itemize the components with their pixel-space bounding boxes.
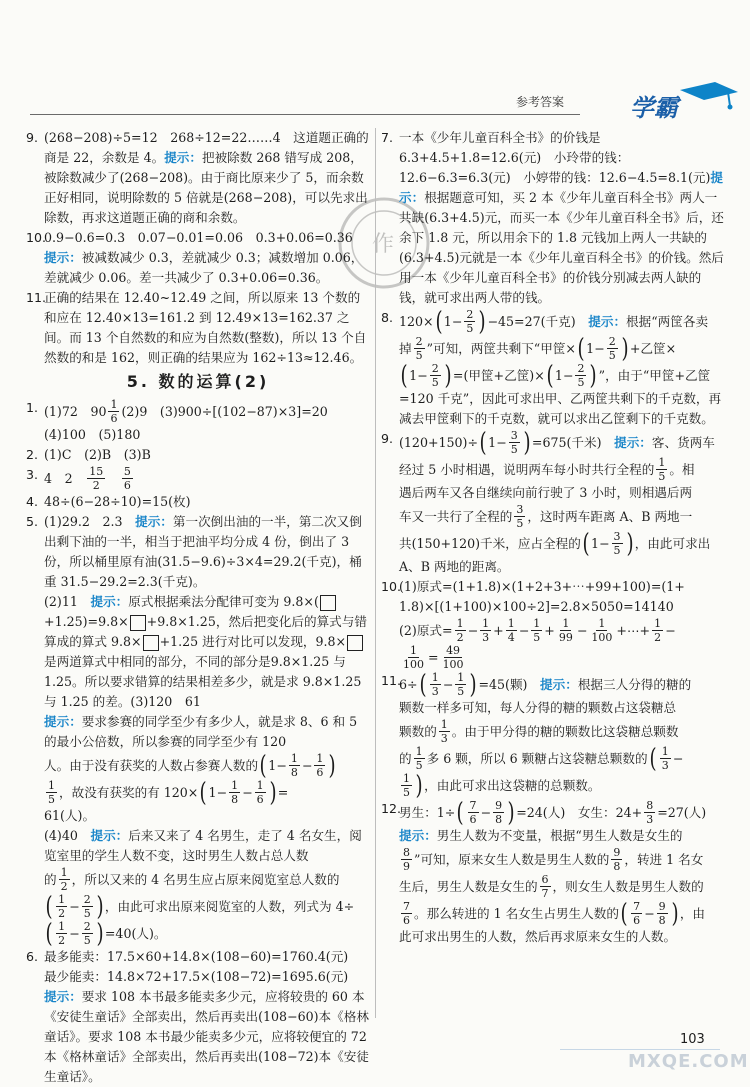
section-title: 5. 数的运算(2): [126, 372, 270, 391]
series-fraction: $\frac{1}{2}$: [654, 617, 662, 644]
answer-item-s4: 4. 48÷(6−28÷10)=15(枚): [26, 494, 191, 509]
blank-box: [347, 635, 363, 651]
series-fraction: $\frac{1}{4}$: [507, 617, 515, 644]
hint-label: 提示：: [44, 250, 82, 265]
series-fraction: $\frac{1}{5}$: [533, 617, 541, 644]
answer-item-r9: 9. (120+150)÷ ( 1− $\frac{3}{5}$ ) =675(千米) 提示： 客、货两车 经过 5 小时相遇，说明两车每小时共行全程的 $\frac{1}{5}$ 。相 遇后两车又各自继续向前行驶了 3 小时，则相遇后两 车又一共行了全程的 $\frac{3}{5}$ ，这时两车距离 A、B 两地一 共(150+120)千米，应占全程的 ( 1− $\frac{3}{5}$ ) ，由此可求出 A、B 两地的距离。: [381, 427, 715, 574]
answer-item-9: 9. (268−208)÷5=12 268÷12=22……4 这道题正确的商是 22，余数是 4。提示：把被除数 268 错写成 208，被除数减少了(268−208)。由于商比原来少了 5，而余数正好相同，说明除数的 5 倍就是(268−208)，可以先求出除数，再求这道题正确的商和余数。: [26, 130, 369, 225]
blank-box: [130, 615, 146, 631]
series-fraction: $\frac{1}{2}$: [456, 617, 464, 644]
answer-item-r12: 12. 男生：1÷ ( $\frac{7}{6}$ − $\frac{9}{8}$ ) =24(人) 女生：24+ $\frac{8}{3}$ =27(人) 提示： 男生人数为不变量，根据“男生人数是女生的 $\frac{8}{9}$ ”可知，原来女生人数是男生人数的 $\frac{9}{8}$ ，转进 1 名女 生后，男生人数是女生的 $\frac{6}{7}$ ，则女生人数是男生人数的 $\frac{7}{6}$ 。那么转进的 1 名女生占男生人数的 ( $\frac{7}{6}$ − $\frac{9}{8}$ ) ，由 此可求出男生的人数，然后再求原来女生的人数。: [381, 797, 707, 944]
header-label: 参考答案: [515, 95, 564, 109]
page-number: 103: [680, 1032, 705, 1047]
right-column: [381, 128, 726, 947]
answer-item-r8: 8. 120× ( 1− $\frac{2}{5}$ ) −45=27(千克) 提示： 根据“两筐各卖 掉 $\frac{2}{5}$ ”可知，两筐共剩下“甲筐× ( 1− $\frac{2}{5}$ ) +乙筐× ( 1− $\frac{2}{5}$ ) =(甲筐+乙筐)× ( 1− $\frac{2}{5}$ ) ”，由于“甲筐+乙筐 =120 千克”，因此可求出甲、乙两筐共剩下的千克数，再减去甲筐剩下的千克数，就可以求出乙筐剩下的千克数。: [381, 306, 722, 426]
answer-item-s1: 1. (1)72 90 $\frac{1}{6}$ (2)9 (3)900÷[(102−87)×3]=20 (4)100 (5)180: [26, 398, 328, 442]
site-watermark: MXQE.COM: [628, 1051, 749, 1072]
brand-logo: [620, 80, 740, 122]
left-column: [26, 128, 370, 1087]
answer-item-11: 11. 正确的结果在 12.40~12.49 之间，所以原来 13 个数的和应在 12.40×13=161.2 到 12.49×13=162.37 之间。而 13 个自然数的和应为自然数(整数)，所以 13 个自然数的和是 162，则正确的结果应为 162÷13≈12.46。: [26, 290, 367, 365]
column-divider: [375, 128, 376, 1018]
answer-item-s6: 6. 最多能卖：17.5×60+14.8×(108−60)=1760.4(元) 最少能卖：14.8×72+17.5×(108−72)=1695.6(元) 提示：要求 108 本书最多能卖多少元，应将较贵的 60 本《安徒生童话》全部卖出，然后再卖出(108−60)本《格林童话》。要求 108 本书最少能卖多少元，应将较便宜的 72 本《格林童话》全部卖出，然后再卖出(108−72)本《安徒生童话》。: [26, 949, 369, 1084]
series-fraction: $\frac{1}{99}$: [558, 617, 573, 644]
header-rule: [30, 114, 580, 115]
answer-item-s2: 2. (1)C (2)B (3)B: [26, 447, 151, 462]
svg-text:作: 作: [372, 232, 395, 257]
answer-item-s5: 5. (1)29.2 2.3 提示：第一次倒出油的一半，第二次又倒出剩下油的一半，相当于把油平均分成 4 份，倒出了 3 份，所以桶里原有油(31.5−9.6)÷3×4=29.2(千克)，桶重 31.5−29.2=2.3(千克)。 (2)11 提示：原式根据乘法分配律可变为 9.8×(+1.25)=9.8× +9.8×1.25，然后把变化后的算式与错算成的算式 9.8× +1.25 进行对比可以发现，9.8×是两道算式中相同的部分，不同的部分是9.8×1.25 与 1.25。所以要求错算的结果相差多少，就是求 9.8×1.25 与 1.25 的差。(3)120 61 提示：要求参赛的同学至少有多少人，就是求 8、6 和 5 的最小公倍数，所以参赛的同学至少有 120 人。由于没有获奖的人数占参赛人数的 ( 1− $\frac{1}{8}$ − $\frac{1}{6}$ ) $\frac{1}{5}$ ，故没有获奖的有 120× ( 1− $\frac{1}{8}$ − $\frac{1}{6}$ ) = 61(人)。 (4)40 提示：后来又来了 4 名男生，走了 4 名女生，阅览室里的学生人数不变，这时男生人数占总人数 的 $\frac{1}{2}$ ，所以又来的 4 名男生应占原来阅览室总人数的 ( $\frac{1}{2}$ − $\frac{2}{5}$ ) ，由此可求出原来阅览室的人数，列式为 4÷ ( $\frac{1}{2}$ − $\frac{2}{5}$ ) =40(人)。: [26, 514, 367, 949]
page-header: [30, 74, 730, 120]
answer-item-r10: 10. (1)原式=(1+1.8)×(1+2+3+⋯+99+100)=(1+ 1.8)×[(1+100)×100÷2]=2.8×5050=14140 (2)原式= $\frac{1}{2}$ − $\frac{1}{3}$ + $\frac{1}{4}$ − $\frac{1}{5}$ + $\frac{1}{99}$ − $\frac{1}{100}$ +⋯+ $\frac{1}{2}$ − $\frac{1}{100}$ = $\frac{49}{100}$: [381, 579, 685, 671]
series-fraction: $\frac{1}{3}$: [482, 617, 490, 644]
hint-label: 提示：: [135, 514, 173, 529]
blank-box: [143, 635, 159, 651]
brand-text: 学霸: [630, 94, 678, 122]
answer-item-r7: 7. 一本《少年儿童百科全书》的价钱是 6.3+4.5+1.8=12.6(元) 小玲带的钱：12.6−6.3=6.3(元) 小婷带的钱：12.6−4.5=8.1(元)提示：根据题意可知，买 2 本《少年儿童百科全书》两人一共缺(6.3+4.5)元，而买一本《少年儿童百科全书》后，还余下 1.8 元，所以用余下的 1.8 元钱加上两人一共缺的(6.3+4.5)元就是一本《少年儿童百科全书》的价钱。然后用一本《少年儿童百科全书》的价钱分别减去两人缺的钱，就可求出两人带的钱。: [381, 130, 724, 305]
answer-item-s3: 3. 4 2 $\frac{15}{2}$ $\frac{5}{6}$: [26, 465, 131, 492]
answer-item-r11: 11. 6÷ ( $\frac{1}{3}$ − $\frac{1}{5}$ ) =45(颗) 提示： 根据三人分得的糖的 颗数一样多可知，每人分得的糖的颗数占这袋糖总 颗数的 $\frac{1}{3}$ 。由于甲分得的糖的颗数比这袋糖总颗数 的 $\frac{1}{5}$ 多 6 颗，所以 6 颗糖占这袋糖总颗数的 ( $\frac{1}{3}$ − $\frac{1}{5}$ ) ，由此可求出这袋糖的总颗数。: [381, 669, 692, 801]
hint-label: 提示：: [164, 150, 202, 165]
answer-item-10: 10. 0.9−0.6=0.3 0.07−0.01=0.06 0.3+0.06=0.36 提示：被减数减少 0.3，差就减少 0.3；减数增加 0.06，差就减少 0.06。差一共减少了 0.3+0.06=0.36。: [26, 230, 364, 285]
blank-box: [320, 595, 336, 611]
series-fraction: $\frac{1}{100}$: [591, 617, 613, 644]
